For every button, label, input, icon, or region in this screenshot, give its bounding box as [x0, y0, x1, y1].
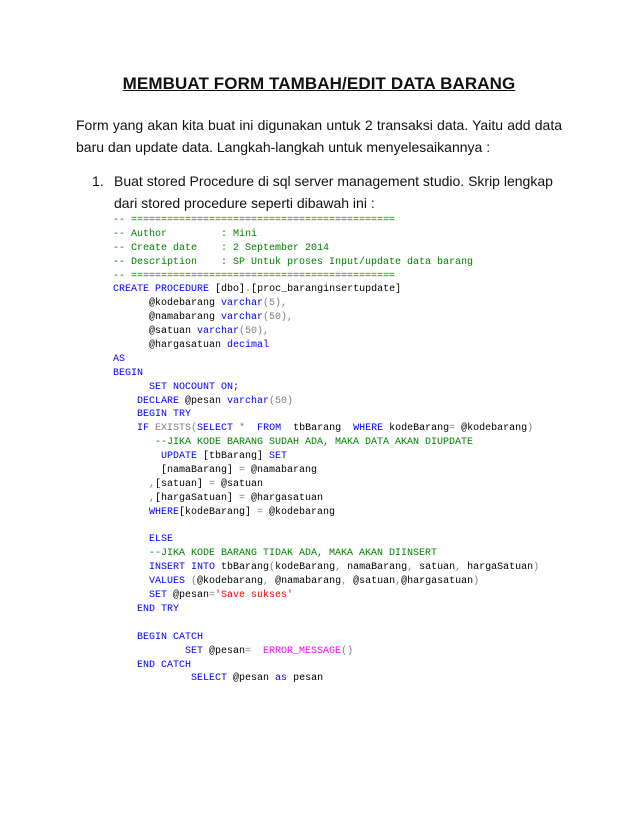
code-token: --JIKA KODE BARANG SUDAH ADA, MAKA DATA AKAN DIUPDATE — [113, 437, 474, 449]
code-token: tbBarang — [287, 423, 354, 435]
code-line — [113, 506, 583, 520]
code-token: @pesan — [173, 590, 210, 602]
code-line — [113, 311, 583, 325]
code-token: EXISTS( — [155, 423, 198, 435]
code-token: [dbo] — [215, 284, 246, 296]
code-token: varchar — [221, 298, 264, 310]
code-token: SET — [113, 645, 210, 657]
code-token: WHERE — [353, 423, 390, 435]
code-token: @satuan — [221, 478, 264, 490]
code-token: varchar — [227, 395, 270, 407]
step-item-1 — [92, 170, 562, 214]
code-token: , — [407, 562, 420, 574]
code-token: ) — [533, 562, 540, 574]
code-token: ( — [269, 562, 276, 574]
code-line — [113, 422, 583, 436]
code-line — [113, 547, 583, 561]
code-token: ) — [527, 423, 534, 435]
code-token: satuan — [419, 562, 456, 574]
code-token: -- Create date : 2 September 2014 — [113, 242, 330, 254]
code-token: = — [239, 465, 252, 477]
code-token: [satuan] — [155, 478, 210, 490]
code-token: [namaBarang] — [113, 465, 240, 477]
code-token: AS — [113, 353, 126, 365]
code-line — [113, 395, 583, 409]
code-line — [113, 270, 583, 284]
code-line — [113, 561, 583, 575]
step-text: Buat stored Procedure di sql server management studio. Skrip lengkap dari stored procedure seperti dibawah ini : — [114, 173, 553, 211]
code-token: @pesan — [185, 395, 228, 407]
code-token: namaBarang — [347, 562, 408, 574]
code-token: kodeBarang — [275, 562, 336, 574]
code-token: @namabarang — [275, 576, 342, 588]
code-token: BEGIN TRY — [113, 409, 192, 421]
code-token: @kodebarang — [197, 576, 264, 588]
code-token: varchar — [197, 326, 240, 338]
code-token: @hargasatuan — [401, 576, 474, 588]
code-token: hargaSatuan — [467, 562, 534, 574]
code-line — [113, 631, 583, 645]
code-token: @kodebarang — [269, 506, 336, 518]
code-token: . — [245, 284, 252, 296]
code-token: , — [455, 562, 468, 574]
code-token: DECLARE — [113, 395, 186, 407]
code-line — [113, 617, 583, 631]
code-line — [113, 672, 583, 686]
code-token: * — [239, 423, 252, 435]
code-token: ) — [473, 576, 480, 588]
code-token: --JIKA KODE BARANG TIDAK ADA, MAKA AKAN DIINSERT — [113, 548, 438, 560]
code-token: = — [209, 590, 216, 602]
code-token: @satuan — [353, 576, 396, 588]
step-number: 1. — [92, 173, 104, 189]
code-token: SELECT — [197, 423, 240, 435]
code-token: = — [209, 478, 222, 490]
code-token: -- Description : SP Untuk proses Input/update data barang — [113, 256, 474, 268]
code-token: SELECT — [113, 673, 234, 685]
code-line — [113, 283, 583, 297]
code-token: () — [341, 645, 354, 657]
code-token: , — [263, 576, 276, 588]
code-token: -- Author : Mini — [113, 228, 258, 240]
code-token: END TRY — [113, 603, 180, 615]
code-token: @satuan — [113, 326, 198, 338]
code-token: SET — [113, 590, 174, 602]
code-token: IF — [113, 423, 156, 435]
code-token: BEGIN CATCH — [113, 631, 204, 643]
code-token: , — [341, 576, 354, 588]
document-title: MEMBUAT FORM TAMBAH/EDIT DATA BARANG — [122, 74, 516, 93]
code-line — [113, 520, 583, 534]
code-token: -- ============================================ — [113, 215, 396, 226]
code-token: [kodeBarang] — [179, 506, 258, 518]
intro-paragraph: Form yang akan kita buat ini digunakan untuk 2 transaksi data. Yaitu add data baru dan update data. Langkah-langkah untuk menyelesaikannya : — [76, 117, 562, 155]
code-token: (50), — [263, 312, 294, 324]
code-token: , — [335, 562, 348, 574]
code-token: = — [449, 423, 462, 435]
code-line — [113, 242, 583, 256]
code-line — [113, 339, 583, 353]
code-token: -- ============================================ — [113, 270, 396, 282]
code-line — [113, 589, 583, 603]
code-token: @pesan — [233, 673, 276, 685]
code-token: VALUES — [113, 576, 192, 588]
code-line — [113, 256, 583, 270]
code-token: (50), — [239, 326, 270, 338]
code-token: @hargasatuan — [113, 340, 228, 352]
code-line — [113, 408, 583, 422]
code-token: 'Save sukses' — [215, 590, 294, 602]
code-token: END CATCH — [113, 659, 192, 671]
code-token: @kodebarang — [113, 298, 222, 310]
code-token: ( — [191, 576, 198, 588]
code-token: = — [257, 506, 270, 518]
code-token: SET NOCOUNT ON; — [113, 381, 240, 393]
code-line — [113, 478, 583, 492]
code-token: as — [275, 673, 294, 685]
code-line — [113, 450, 583, 464]
code-token: , — [113, 492, 156, 504]
code-token: INSERT INTO — [113, 562, 222, 574]
code-line — [113, 659, 583, 673]
code-line — [113, 325, 583, 339]
code-token: = — [245, 645, 264, 657]
code-token: (5), — [263, 298, 288, 310]
code-line — [113, 297, 583, 311]
code-token: UPDATE — [113, 451, 204, 463]
code-token: BEGIN — [113, 367, 144, 379]
code-token: [hargaSatuan] — [155, 492, 240, 504]
code-token: [tbBarang] — [203, 451, 270, 463]
code-token: WHERE — [113, 506, 180, 518]
sql-code-block — [113, 214, 583, 686]
code-line — [113, 353, 583, 367]
code-token: = — [239, 492, 252, 504]
code-token: ERROR_MESSAGE — [263, 645, 342, 657]
code-token: kodeBarang — [389, 423, 450, 435]
code-token: @namabarang — [251, 465, 318, 477]
code-token: CREATE PROCEDURE — [113, 284, 216, 296]
code-token: FROM — [251, 423, 288, 435]
code-token: decimal — [227, 340, 270, 352]
code-line — [113, 533, 583, 547]
code-line — [113, 214, 583, 228]
code-token: SET — [269, 451, 288, 463]
code-token: varchar — [221, 312, 264, 324]
code-token: ELSE — [113, 534, 174, 546]
code-token: , — [395, 576, 402, 588]
code-line — [113, 436, 583, 450]
code-line — [113, 367, 583, 381]
code-token: @namabarang — [113, 312, 222, 324]
code-token: tbBarang — [221, 562, 270, 574]
code-token: @hargasatuan — [251, 492, 324, 504]
code-line — [113, 575, 583, 589]
code-line — [113, 228, 583, 242]
code-token: , — [113, 478, 156, 490]
code-token: @kodebarang — [461, 423, 528, 435]
code-token: (50) — [269, 395, 294, 407]
code-token: @pesan — [209, 645, 246, 657]
code-token: [proc_baranginsertupdate] — [251, 284, 402, 296]
code-line — [113, 603, 583, 617]
code-line — [113, 464, 583, 478]
code-token: pesan — [293, 673, 324, 685]
code-line — [113, 645, 583, 659]
code-line — [113, 492, 583, 506]
code-line — [113, 381, 583, 395]
